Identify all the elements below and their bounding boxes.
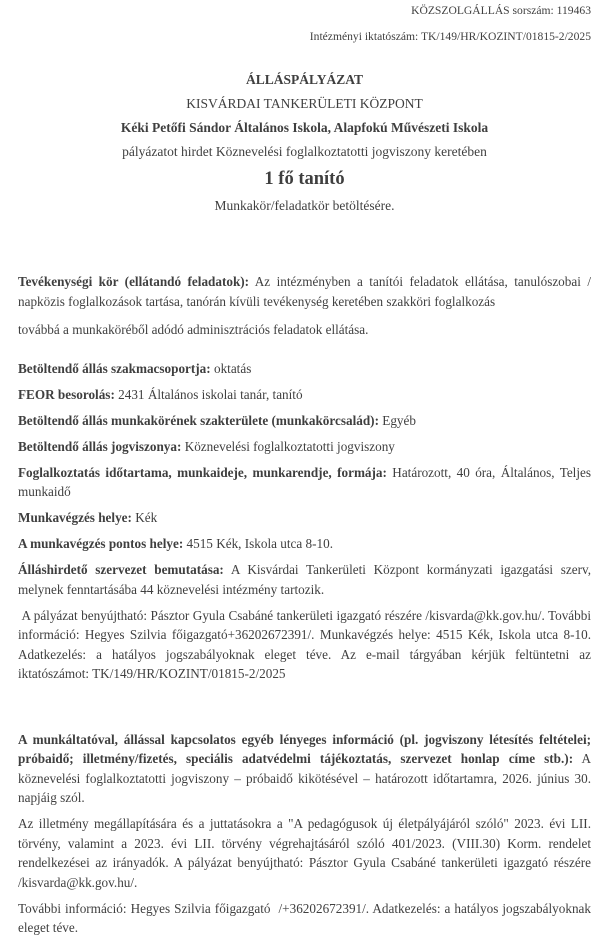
- public-service-serial: KÖZSZOLGÁLLÁS sorszám: 119463: [411, 4, 591, 17]
- document-title: ÁLLÁSPÁLYÁZAT: [245, 72, 364, 87]
- activity-extra-paragraph: továbbá a munkaköréből adódó adminisztrációs feladatok ellátása.: [18, 322, 369, 337]
- salary-legal-paragraph: Az illetmény megállapítására és a juttatásokra a "A pedagógusok új életpályájáról szóló" 2023. évi LII. törvény, valamint a 2023. évi LII. törvény végrehajtásáról szóló 401/2023. (VIII.30) Korm. rendelet rendelkezései az irányadók. A pályázat benyújtható: Pásztor Gyula Csabáné tankerületi igazgató részére /kisvarda@kk.gov.hu/.: [18, 816, 591, 890]
- activity-scope-text: Az intézményben a tanítói feladatok ellátása, tanulószobai / napközis foglalkozások tartása, tanórán kívüli tevékenység keretében szakköri foglalkozás: [18, 274, 591, 309]
- field-label: Betöltendő állás jogviszonya:: [18, 438, 182, 454]
- announcement-line: pályázatot hirdet Köznevelési foglalkoztatotti jogviszony keretében: [122, 144, 487, 159]
- field-value: Köznevelési foglalkoztatotti jogviszony: [184, 438, 395, 454]
- field-foglalkoztatas: [18, 463, 591, 502]
- field-value: Kék: [135, 510, 158, 525]
- field-value: 4515 Kék, Iskola utca 8-10.: [186, 536, 334, 551]
- field-value: 2431 Általános iskolai tanár, tanító: [118, 386, 303, 402]
- position-headline: 1 fő tanító: [264, 169, 345, 189]
- field-szakterulet: [18, 411, 591, 431]
- other-info-text: A köznevelési foglalkoztatotti jogviszony – próbaidő kikötésével – határozott időtartamra, 2026. június 30. napjáig szól.: [18, 751, 591, 805]
- field-label: Betöltendő állás szakmacsoportja:: [18, 360, 211, 376]
- field-pontos-hely: [18, 534, 591, 554]
- field-label: Munkavégzés helye:: [18, 510, 132, 525]
- tankerulet-name: KISVÁRDAI TANKERÜLETI KÖZPONT: [186, 96, 423, 111]
- application-submission-paragraph: A pályázat benyújtható: Pásztor Gyula Csabáné tankerületi igazgató részére /kisvarda@kk.gov.hu/. További információ: Hegyes Szilvia főigazgató+36202672391/. Munkavégzés helye: 4515 Kék, Iskola utca 8-10. Adatkezelés: a hatályos jogszabályoknak eleget téve. Az e-mail tárgyában kérjük feltüntetni az iktatószámot: TK/149/HR/KOZINT/01815-2/2025: [18, 607, 591, 681]
- position-subtitle: Munkakör/feladatkör betöltésére.: [214, 198, 395, 213]
- document-header: [18, 68, 591, 218]
- field-jogviszony: [18, 437, 591, 457]
- other-info-paragraph: [18, 730, 591, 808]
- field-label: FEOR besorolás:: [18, 386, 115, 402]
- further-info-paragraph: További információ: Hegyes Szilvia főigazgató /+36202672391/. Adatkezelés: a hatályos jogszabályoknak eleget téve.: [18, 900, 591, 935]
- activity-scope-paragraph: [18, 272, 591, 311]
- field-value: Határozott, 40 óra, Általános, Teljes munkaidő: [18, 464, 591, 499]
- field-label: Álláshirdető szervezet bemutatása:: [18, 562, 224, 577]
- field-label: A munkavégzés pontos helye:: [18, 536, 184, 551]
- institutional-reference-number: Intézményi iktatószám: TK/149/HR/KOZINT/01815-2/2025: [309, 30, 591, 43]
- field-szervezet-bemutatas: [18, 560, 591, 599]
- field-munkavegzes-helye: [18, 508, 591, 528]
- school-name: Kéki Petőfi Sándor Általános Iskola, Alapfokú Művészeti Iskola: [120, 120, 489, 135]
- field-value: Egyéb: [382, 412, 416, 428]
- activity-scope-label: Tevékenységi kör (ellátandó feladatok):: [18, 274, 250, 289]
- field-value: A Kisvárdai Tankerületi Központ kormányzati igazgatási szerv, melynek fenntartásába 44 köznevelési intézmény tartozik.: [18, 562, 592, 597]
- field-value: oktatás: [213, 360, 252, 376]
- other-info-label: A munkáltatóval, állással kapcsolatos egyéb lényeges információ (pl. jogviszony létesítés feltételei; próbaidő; illetmény/fizetés, speciális adatvédelmi tájékoztatás, szervezet honlap címe stb.):: [18, 731, 591, 766]
- field-label: Foglalkoztatás időtartama, munkaideje, munkarendje, formája:: [18, 464, 387, 480]
- field-szakmacsoport: [18, 359, 591, 379]
- document-meta: [18, 0, 591, 44]
- field-label: Betöltendő állás munkakörének szakterülete (munkakörcsalád):: [18, 412, 379, 428]
- field-feor: [18, 385, 591, 405]
